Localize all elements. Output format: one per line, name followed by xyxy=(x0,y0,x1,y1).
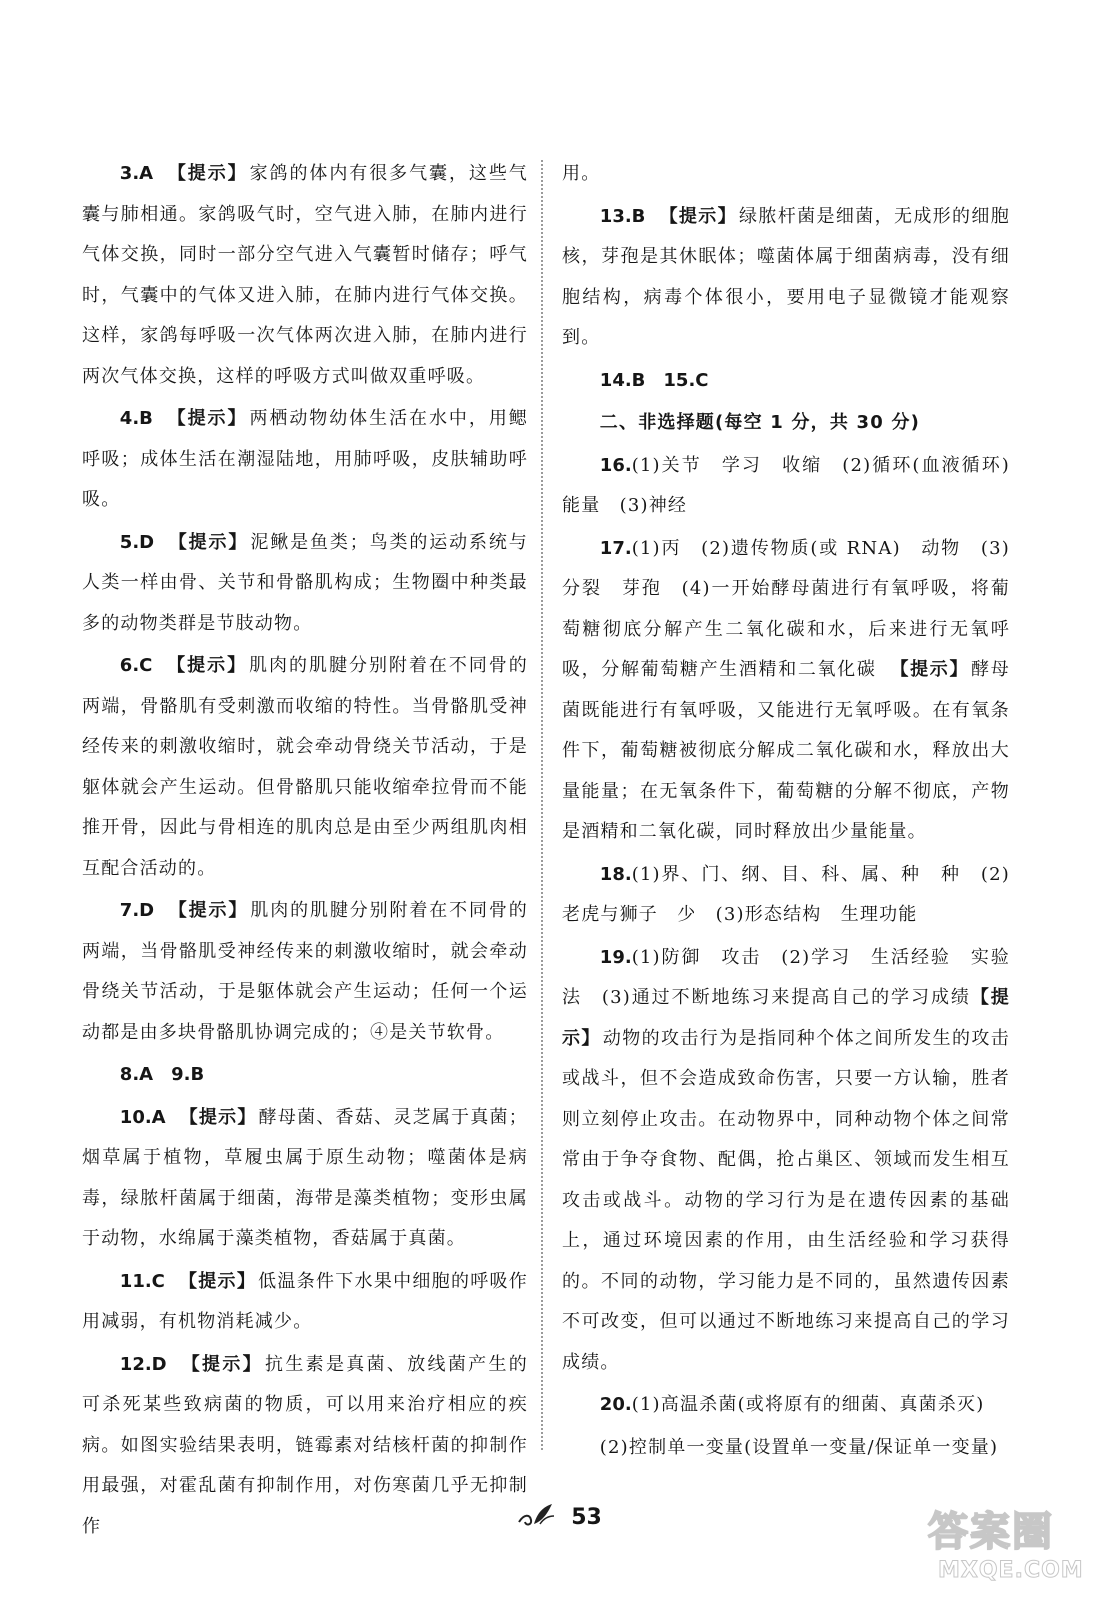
hint-text: 动物的攻击行为是指同种个体之间所发生的攻击或战斗，但不会造成致命伤害，只要一方认输，胜者则立刻停止攻击。在动物界中，同种动物个体之间常常由于争夺食物、配偶，抢占巢区、领域而发生相互攻击或战斗。动物的学习行为是在遗传因素的基础上，通过环境因素的作用，由生活经验和学习获得的。不同的动物，学习能力是不同的，虽然遗传因素不可改变，但可以通过不断地练习来提高自己的学习成绩。 xyxy=(562,1027,1011,1373)
answer-q20 xyxy=(562,1385,1010,1426)
watermark-logo xyxy=(928,1500,1088,1592)
answer-q19 xyxy=(562,938,1010,1384)
answer-number: 13.B xyxy=(599,205,646,227)
answer-text: (1)关节 学习 收缩 (2)循环(血液循环) 能量 (3)神经 xyxy=(562,454,1030,516)
hint-label: 【提示】 xyxy=(562,987,1010,1049)
answer-number: 16. xyxy=(599,454,632,476)
hint-text: 两栖动物幼体生活在水中，用鳃呼吸；成体生活在潮湿陆地，用肺呼吸，皮肤辅助呼吸。 xyxy=(82,408,528,510)
answer-number: 10.A xyxy=(119,1106,166,1128)
hint-label: 【提示】 xyxy=(167,163,248,184)
answer-text: (1)丙 (2)遗传物质(或 RNA) 动物 (3)分裂 芽孢 (4)一开始酵母菌进行有氧呼吸，将葡萄糖彻底分解产生二氧化碳和水，后来进行无氧呼吸，分解葡萄糖产生酒精和二氧化碳 xyxy=(562,537,1010,680)
answer-q12-continued xyxy=(562,154,1010,195)
hint-label: 【提示】 xyxy=(890,659,970,680)
hint-text: 抗生素是真菌、放线菌产生的可杀死某些致病菌的物质，可以用来治疗相应的疾病。如图实验结果表明，链霉素对结核杆菌的抑制作用最强，对霍乱菌有抑制作用，对伤寒菌几乎无抑制作 xyxy=(82,1353,528,1537)
answer-number: 17. xyxy=(599,537,632,559)
answer-number: 7.D xyxy=(119,900,155,921)
answer-q8-q9 xyxy=(82,1055,528,1096)
column-divider xyxy=(541,160,543,1450)
section-title: 二、非选择题(每空 1 分，共 30 分) xyxy=(599,412,921,433)
answer-q7 xyxy=(82,891,528,1053)
hint-text: 肌肉的肌腱分别附着在不同骨的两端，当骨骼肌受神经传来的刺激收缩时，就会牵动骨绕关节活动，于是躯体就会产生运动；任何一个运动都是由多块骨骼肌协调完成的；④是关节软骨。 xyxy=(82,900,528,1043)
hint-label: 【提示】 xyxy=(659,205,738,227)
answer-q16 xyxy=(562,446,1030,527)
hint-text: 绿脓杆菌是细菌，无成形的细胞核，芽孢是其休眠体；噬菌体属于细菌病毒，没有细胞结构，病毒个体很小，要用电子显微镜才能观察到。 xyxy=(562,205,1010,348)
answer-number: 8.A xyxy=(119,1064,154,1085)
answer-q18 xyxy=(562,855,1010,936)
answer-q17 xyxy=(562,529,1010,853)
hint-text: 家鸽的体内有很多气囊，这些气囊与肺相通。家鸽吸气时，空气进入肺，在肺内进行气体交换，同时一部分空气进入气囊暂时储存；呼气时，气囊中的气体又进入肺，在肺内进行气体交换。这样，家鸽每呼吸一次气体两次进入肺，在肺内进行两次气体交换，这样的呼吸方式叫做双重呼吸。 xyxy=(82,163,528,387)
right-column xyxy=(562,154,1030,1470)
answer-number: 20. xyxy=(599,1394,632,1415)
answer-number: 6.C xyxy=(119,655,153,676)
left-column xyxy=(82,154,528,1549)
answer-number: 19. xyxy=(599,946,632,968)
answer-number: 5.D xyxy=(119,531,155,553)
answer-number: 3.A xyxy=(119,163,154,184)
answer-q20-part2 xyxy=(562,1428,1010,1469)
hint-label: 【提示】 xyxy=(179,1106,257,1128)
page-number: 53 xyxy=(571,1504,602,1530)
hint-text: 肌肉的肌腱分别附着在不同骨的两端，骨骼肌有受刺激而收缩的特性。当骨骼肌受神经传来的刺激收缩时，就会牵动骨绕关节活动，于是躯体就会产生运动。但骨骼肌只能收缩牵拉骨而不能推开骨，因此与骨相连的肌肉总是由至少两组肌肉相互配合活动的。 xyxy=(82,655,528,879)
hint-label: 【提示】 xyxy=(168,900,249,921)
answer-q6 xyxy=(82,646,528,889)
answer-number: 11.C xyxy=(119,1270,165,1292)
answer-number: 12.D xyxy=(119,1353,167,1375)
answer-number: 18. xyxy=(599,863,632,885)
hint-label: 【提示】 xyxy=(166,408,248,429)
answer-number: 15.C xyxy=(663,369,709,391)
swirl-leaf-icon xyxy=(516,1502,556,1532)
hint-text: 低温条件下水果中细胞的呼吸作用减弱，有机物消耗减少。 xyxy=(82,1270,528,1332)
hint-label: 【提示】 xyxy=(168,531,249,553)
answer-q3 xyxy=(82,154,528,397)
answer-text: (1)界、门、纲、目、科、属、种 种 (2)老虎与狮子 少 (3)形态结构 生理功能 xyxy=(562,863,1010,925)
hint-label: 【提示】 xyxy=(180,1353,263,1375)
section-heading xyxy=(562,403,1010,444)
answer-q10 xyxy=(82,1098,528,1260)
answer-number: 4.B xyxy=(119,408,153,429)
watermark-title: 答案圈 xyxy=(928,1509,1054,1555)
hint-text: 用。 xyxy=(562,163,601,184)
watermark-url: MXQE.COM xyxy=(938,1558,1084,1583)
answer-q14-q15 xyxy=(562,361,1010,402)
answer-number: 9.B xyxy=(171,1064,205,1085)
hint-label: 【提示】 xyxy=(178,1270,257,1292)
hint-text: 泥鳅是鱼类；鸟类的运动系统与人类一样由骨、关节和骨骼肌构成；生物圈中种类最多的动物类群是节肢动物。 xyxy=(82,531,528,634)
answer-text: (1)防御 攻击 (2)学习 生活经验 实验法 (3)通过不断地练习来提高自己的学习成绩 xyxy=(562,946,1010,1008)
hint-text: 酵母菌、香菇、灵芝属于真菌；烟草属于植物，草履虫属于原生动物；噬菌体是病毒，绿脓杆菌属于细菌，海带是藻类植物；变形虫属于动物，水绵属于藻类植物，香菇属于真菌。 xyxy=(82,1106,528,1249)
answer-number: 14.B xyxy=(599,369,646,391)
answer-q13 xyxy=(562,197,1010,359)
answer-q5 xyxy=(82,523,528,645)
answer-text: (2)控制单一变量(设置单一变量/保证单一变量) xyxy=(599,1436,999,1458)
answer-text: (1)高温杀菌(或将原有的细菌、真菌杀灭) xyxy=(631,1394,985,1415)
answer-q4 xyxy=(82,399,528,521)
answer-q11 xyxy=(82,1262,528,1343)
hint-label: 【提示】 xyxy=(166,655,248,676)
hint-text: 酵母菌既能进行有氧呼吸，又能进行无氧呼吸。在有氧条件下，葡萄糖被彻底分解成二氧化碳和水，释放出大量能量；在无氧条件下，葡萄糖的分解不彻底，产物是酒精和二氧化碳，同时释放出少量能量。 xyxy=(562,659,1010,842)
